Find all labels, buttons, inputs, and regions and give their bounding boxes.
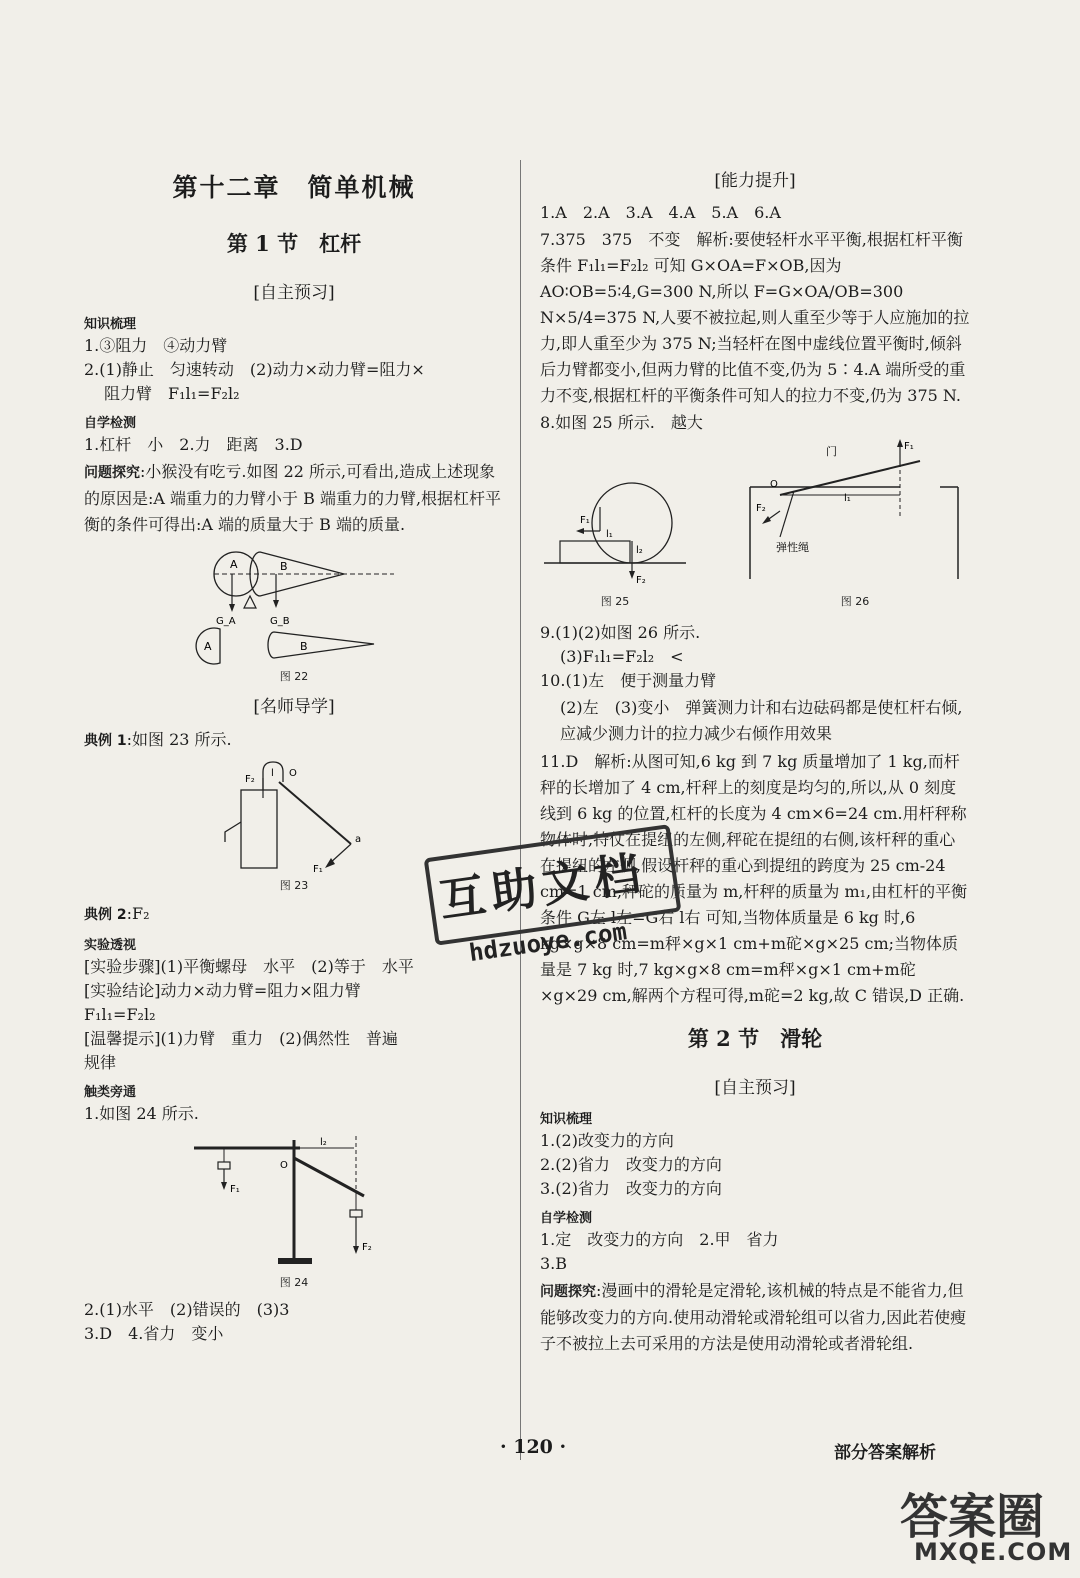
explore-lead: 问题探究 [84,465,140,481]
selfcheck-heading-2: 自学检测 [540,1211,593,1226]
watermark-text: 互助文档 [435,845,650,928]
fig25-label-f1: F₁ [580,515,590,526]
watermark-url: hdzuoye.com [467,917,629,968]
fig26-label-o: O [770,479,778,490]
fig24-label-f2: F₂ [362,1242,372,1253]
fig24-label-f1: F₁ [230,1184,240,1195]
explore-text: :小猴没有吃亏.如图 22 所示,可看出,造成上述现象的原因是:A 端重力的力臂小于 B 端重力的力臂,根据杠杆平衡的条件可得出:A 端的质量大于 B 端的质量. [84,462,502,534]
page-number: · 120 · [500,1436,567,1458]
answer-line: (3)F₁l₁=F₂l₂ < [560,647,684,666]
section-title: 第 1 节 杠杆 [226,231,362,256]
fig22-label-a2: A [204,640,212,653]
fig23-pump-body [241,790,277,868]
section-2-title: 第 2 节 滑轮 [687,1026,823,1051]
answer-line: 3.B [540,1254,568,1273]
answer-line: 1.③阻力 ④动力臂 [84,336,228,355]
explore-lead-2: 问题探究 [540,1284,596,1300]
fig25-label-l2: l₂ [636,545,643,556]
answer-line: 2.(1)静止 匀速转动 (2)动力×动力臂=阻力× [84,360,425,379]
chapter-title: 第十二章 简单机械 [172,173,416,202]
fig25-f2-arrow [629,571,635,579]
fig26-label-l1: l₁ [844,493,851,504]
fig26-label-door: 门 [826,445,837,458]
explore-paragraph [84,459,504,538]
fig24-arm [294,1158,364,1196]
figure-row-25-26 [540,439,970,617]
fig25-step [560,541,630,563]
explore-paragraph-2 [540,1278,970,1357]
answer-7: 7.375 375 不变 解析:要使轻杆水平平衡,根据杠杆平衡条件 F₁l₁=F₂l₂ 可知 G×OA=F×OB,因为 AO∶OB=5∶4,G=300 N,所以 F=G×OA/OB=300 N×5/4=375 N,人要不被拉起,则人重至少等于人应施加的拉力,即人重至少为 375 N;当轻杆在图中虚线位置平衡时,倾斜后力臂都变小,但两力臂的比值不变,仍为 5∶4.A 端所受的重力不变,根据杠杆的平衡条件可知人的拉力不变,仍为 375 N. [540,230,970,405]
fig22-ga-arrow [229,604,235,612]
fig26-rope [780,491,794,537]
fig24-f1-arrow [221,1182,227,1190]
answer-line: 规律 [84,1053,117,1072]
fig26-label-rope: 弹性绳 [776,541,809,554]
figure-22 [174,544,414,666]
answer-line: 1.杠杆 小 2.力 距离 3.D [84,435,303,454]
fig22-fulcrum [244,596,256,608]
answer-line: 3.(2)省力 改变力的方向 [540,1179,722,1198]
fig22-piece-b2 [268,632,374,658]
brand-url: MXQE.COM [914,1538,1073,1566]
figure-25-caption: 图 25 [600,595,630,608]
answer-line: [实验结论]动力×动力臂=阻力×阻力臂 [84,981,361,1000]
fig24-f2-arrow [353,1246,359,1254]
fig23-label-a: a [355,834,362,845]
fig25-label-l1: l₁ [606,529,613,540]
figure-26-caption: 图 26 [840,595,870,608]
footer-label: 部分答案解析 [834,1443,936,1463]
answer-10-part2: (2)左 (3)变小 弹簧测力计和右边砝码都是使杠杆右倾,应减少测力计的拉力减少右倾作用效果 [560,698,963,743]
fig26-label-f2: F₂ [756,503,766,514]
answer-line: 10.(1)左 便于测量力臂 [540,671,717,690]
fig24-weight-right [350,1210,362,1217]
answer-line: 阻力臂 F₁l₁=F₂l₂ [104,384,240,403]
fig22-label-ga: G_A [216,616,236,627]
analogy-heading: 触类旁通 [84,1085,137,1100]
figure-25 [540,471,690,589]
fig23-label-l: l [271,768,274,779]
fig22-label-gb: G_B [270,616,290,627]
answer-line: [温馨提示](1)力臂 重力 (2)偶然性 普遍 [84,1029,398,1048]
fig24-label-l2: l₂ [320,1137,327,1148]
answer-line: [实验步骤](1)平衡螺母 水平 (2)等于 水平 [84,957,414,976]
explore-text-2: :漫画中的滑轮是定滑轮,该机械的特点是不能省力,但能够改变力的方向.使用动滑轮或滑轮组可以省力,因此若使瘦子不被拉上去可采用的方法是使用动滑轮或者滑轮组. [540,1281,967,1353]
answer-line: 1.A 2.A 3.A 4.A 5.A 6.A [540,203,781,222]
right-column [540,160,970,1359]
fig23-label-o: O [289,768,297,779]
fig26-label-f1: F₁ [904,441,914,452]
fig26-door [780,461,920,495]
figure-25-cell [540,471,690,617]
answer-line: 2.(1)水平 (2)错误的 (3)3 [84,1300,290,1319]
brand-logo [890,1478,1073,1570]
figure-23 [219,760,369,875]
fig24-base [278,1258,312,1264]
fig22-gb-arrow [273,600,279,608]
fig25-f1-arrow [576,528,584,534]
selfcheck-heading: 自学检测 [84,416,137,431]
figure-24-caption: 图 24 [279,1276,309,1289]
fig22-label-b2: B [300,640,308,653]
answer-line: 1.定 改变力的方向 2.甲 省力 [540,1230,779,1249]
example-2-text: :F₂ [126,904,150,923]
fig24-label-o: O [280,1160,288,1171]
answer-11: 11.D 解析:从图可知,6 kg 到 7 kg 质量增加了 1 kg,而杆秤的长增加了 4 cm,杆秤上的刻度是均匀的,所以,从 0 刻度线到 6 kg 的位置,杠杆的长度为 4 cm×6=24 cm.用杆秤称物体时,特仗在提纽的左侧,秤砣在提纽的右侧,该杆秤的重心在提纽的左侧,假设杆秤的重心到提纽的跨度为 25 cm-24 cm=1 cm,秤砣的质量为 m,杆秤的质量为 m₁,由杠杆的平衡条件 G左 l左=G右 l右 可知,当物体质量是 6 kg 时,6 kg×g×8 cm=m秤×g×1 cm+m砣×g×25 cm;当物体质量是 7 kg 时,7 kg×g×8 cm=m秤×g×1 cm+m砣×g×29 cm,解两个方程可得,m砣=2 kg,故 C 错误,D 正确. [540,752,968,1005]
answer-line: 9.(1)(2)如图 26 所示. [540,623,701,642]
fig22-label-a: A [230,558,238,571]
answer-line: F₁l₁=F₂l₂ [84,1005,156,1024]
fig23-spout [225,822,241,842]
brand-text: 答案圈 [900,1489,1045,1545]
figure-23-caption: 图 23 [279,879,309,892]
figure-24 [184,1132,404,1272]
fig24-weight-left [218,1162,230,1169]
fig23-label-f2: F₂ [245,774,255,785]
experiment-heading: 实验透视 [84,938,137,953]
example-1 [84,727,504,754]
preview-heading: [自主预习] [253,283,335,303]
answer-line: 2.(2)省力 改变力的方向 [540,1155,722,1174]
fig25-label-f2: F₂ [636,575,646,586]
answer-line: 1.(2)改变力的方向 [540,1131,674,1150]
knowledge-heading-2: 知识梳理 [540,1112,593,1127]
answer-line: 3.D 4.省力 变小 [84,1324,224,1343]
fig26-f2-arrow [762,516,771,524]
left-column [84,160,504,1346]
figure-26-cell [740,439,970,617]
example-1-text: :如图 23 所示. [126,730,232,749]
fig22-label-b: B [280,560,288,573]
example-1-lead: 典例 1 [84,733,127,749]
fig26-f1-arrow [897,439,903,447]
example-2-lead: 典例 2 [84,907,127,923]
fig23-label-f1: F₁ [313,864,323,875]
column-divider [520,160,521,1460]
figure-26 [740,439,970,589]
ability-heading: [能力提升] [714,171,796,191]
teacher-heading: [名师导学] [253,697,335,717]
preview-heading-2: [自主预习] [714,1078,796,1098]
knowledge-heading: 知识梳理 [84,317,137,332]
figure-22-caption: 图 22 [279,670,309,683]
fig23-lever [279,782,351,844]
answer-line: 1.如图 24 所示. [84,1104,199,1123]
answer-line: 8.如图 25 所示. 越大 [540,413,703,432]
